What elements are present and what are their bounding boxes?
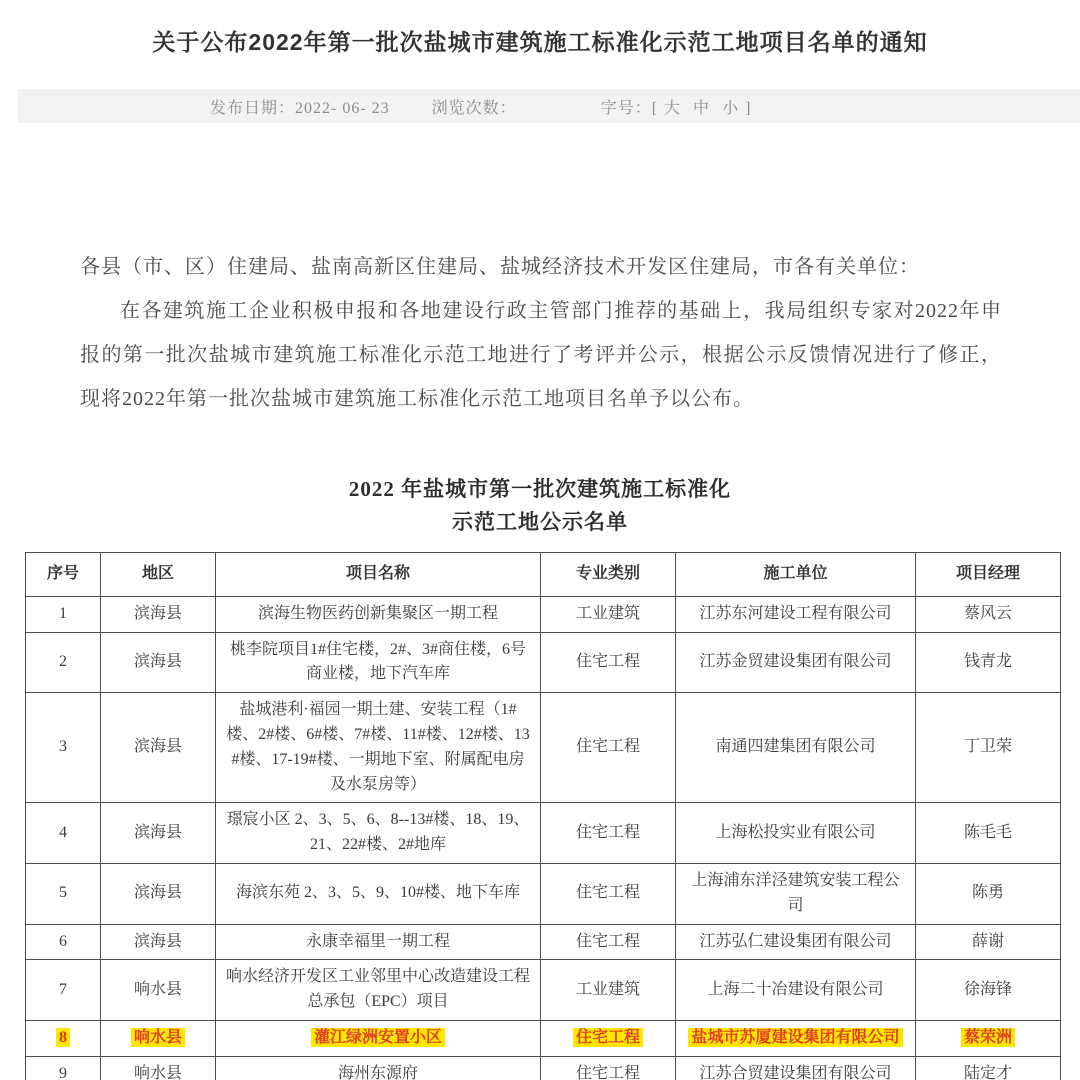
cell-text: 7 xyxy=(59,980,67,998)
table-cell xyxy=(216,632,541,693)
publish-date xyxy=(210,95,390,118)
cell-text: 璟宸小区 2、3、5、6、8--13#楼、18、19、21、22#楼、2#地库 xyxy=(226,811,530,854)
bracket-open: [ xyxy=(651,99,659,117)
project-table xyxy=(25,552,1061,1080)
cell-text: 盐城市苏厦建设集团有限公司 xyxy=(688,1028,902,1047)
table-cell xyxy=(101,632,216,693)
table-cell xyxy=(916,693,1061,803)
table-row xyxy=(26,1021,1061,1057)
cell-text: 住宅工程 xyxy=(575,738,640,756)
table-cell xyxy=(916,1056,1061,1080)
cell-text: 上海浦东洋泾建筑安装工程公司 xyxy=(691,872,900,914)
table-row xyxy=(26,693,1061,803)
cell-text: 2 xyxy=(59,653,67,671)
cell-text: 住宅工程 xyxy=(575,823,640,841)
table-cell xyxy=(216,1056,541,1080)
cell-text: 海州东源府 xyxy=(337,1064,418,1080)
cell-text: 蔡风云 xyxy=(963,604,1012,622)
header-category: 专业类别 xyxy=(541,553,676,597)
table-row xyxy=(26,596,1061,632)
table-cell xyxy=(26,864,101,925)
table-cell xyxy=(676,960,916,1021)
cell-text: 滨海县 xyxy=(133,884,182,902)
cell-text: 工业建筑 xyxy=(575,980,640,998)
font-size-label: 字号： xyxy=(600,99,652,117)
cell-text: 3 xyxy=(59,738,67,756)
cell-text: 丁卫荣 xyxy=(963,738,1012,756)
cell-text: 5 xyxy=(59,884,67,902)
table-cell xyxy=(26,960,101,1021)
cell-text: 陈勇 xyxy=(971,884,1004,902)
table-cell xyxy=(26,632,101,693)
table-title xyxy=(0,473,1080,538)
table-title-line1: 2022 年盐城市第一批次建筑施工标准化 xyxy=(348,477,732,501)
table-cell xyxy=(676,693,916,803)
cell-text: 6 xyxy=(59,932,67,950)
table-cell xyxy=(916,803,1061,864)
table-cell xyxy=(101,864,216,925)
cell-text: 江苏金贸建设集团有限公司 xyxy=(699,653,892,671)
table-row xyxy=(26,924,1061,960)
table-cell xyxy=(26,693,101,803)
table-cell xyxy=(216,1021,541,1057)
cell-text: 海滨东苑 2、3、5、9、10#楼、地下车库 xyxy=(235,884,520,902)
cell-text: 住宅工程 xyxy=(575,653,640,671)
cell-text: 上海松投实业有限公司 xyxy=(715,823,876,841)
table-title-line2: 示范工地公示名单 xyxy=(452,509,628,534)
table-cell xyxy=(216,960,541,1021)
cell-text: 8 xyxy=(56,1028,70,1047)
cell-text: 工业建筑 xyxy=(575,604,640,622)
cell-text: 陆定才 xyxy=(963,1064,1012,1080)
cell-text: 江苏东河建设工程有限公司 xyxy=(699,604,892,622)
table-cell xyxy=(676,632,916,693)
table-cell xyxy=(541,693,676,803)
table-cell xyxy=(541,960,676,1021)
project-table-body xyxy=(26,596,1061,1080)
table-cell xyxy=(101,803,216,864)
table-cell xyxy=(216,803,541,864)
table-cell xyxy=(101,1056,216,1080)
table-cell xyxy=(26,803,101,864)
table-cell xyxy=(216,864,541,925)
salutation-text: 各县（市、区）住建局、盐南高新区住建局、盐城经济技术开发区住建局，市各有关单位： xyxy=(80,256,920,278)
header-project-name: 项目名称 xyxy=(216,553,541,597)
table-cell xyxy=(676,596,916,632)
publish-date-label: 发布日期： xyxy=(210,99,296,117)
cell-text: 徐海锋 xyxy=(963,980,1012,998)
table-cell xyxy=(916,596,1061,632)
table-cell xyxy=(101,596,216,632)
cell-text: 响水县 xyxy=(133,980,182,998)
table-cell xyxy=(541,803,676,864)
table-cell xyxy=(676,864,916,925)
cell-text: 南通四建集团有限公司 xyxy=(715,738,876,756)
cell-text: 薛谢 xyxy=(971,932,1004,950)
cell-text: 江苏合贸建设集团有限公司 xyxy=(699,1064,892,1080)
header-seq: 序号 xyxy=(26,553,101,597)
bracket-close: ] xyxy=(745,99,752,117)
table-row xyxy=(26,864,1061,925)
table-cell xyxy=(916,864,1061,925)
table-cell xyxy=(676,1056,916,1080)
table-cell xyxy=(916,1021,1061,1057)
font-size-small-button[interactable]: 小 xyxy=(722,99,740,117)
header-project-manager: 项目经理 xyxy=(916,553,1061,597)
table-cell xyxy=(676,803,916,864)
table-cell xyxy=(216,596,541,632)
table-cell xyxy=(676,924,916,960)
table-cell xyxy=(101,924,216,960)
header-construction-unit: 施工单位 xyxy=(676,553,916,597)
font-size-large-button[interactable]: 大 xyxy=(664,99,682,117)
cell-text: 上海二十冶建设有限公司 xyxy=(707,980,884,998)
table-cell xyxy=(216,924,541,960)
table-cell xyxy=(101,1021,216,1057)
cell-text: 江苏弘仁建设集团有限公司 xyxy=(699,932,892,950)
table-cell xyxy=(26,1056,101,1080)
cell-text: 响水县 xyxy=(133,1064,182,1080)
cell-text: 滨海县 xyxy=(133,653,182,671)
table-cell xyxy=(541,596,676,632)
table-cell xyxy=(541,864,676,925)
meta-strip xyxy=(18,89,1080,123)
table-cell xyxy=(26,596,101,632)
body-paragraph: 在各建筑施工企业积极申报和各地建设行政主管部门推荐的基础上，我局组织专家对2022年申报的第一批次盐城市建筑施工标准化示范工地进行了考评并公示，根据公示反馈情况进行了修正，现将2022年第一批次盐城市建筑施工标准化示范工地项目名单予以公布。 xyxy=(80,300,1002,410)
table-cell xyxy=(541,924,676,960)
cell-text: 滨海县 xyxy=(133,932,182,950)
table-row xyxy=(26,1056,1061,1080)
cell-text: 永康幸福里一期工程 xyxy=(305,932,450,950)
view-count-label: 浏览次数： xyxy=(431,99,517,117)
font-size-medium-button[interactable]: 中 xyxy=(693,99,711,117)
table-cell xyxy=(26,924,101,960)
cell-text: 住宅工程 xyxy=(573,1028,643,1047)
document-body xyxy=(80,245,1002,421)
publish-date-value: 2022- 06- 23 xyxy=(295,99,390,117)
table-header-row xyxy=(26,553,1061,597)
cell-text: 9 xyxy=(59,1064,67,1080)
cell-text: 1 xyxy=(59,604,67,622)
table-cell xyxy=(676,1021,916,1057)
table-cell xyxy=(101,960,216,1021)
cell-text: 住宅工程 xyxy=(575,884,640,902)
cell-text: 滨海县 xyxy=(133,738,182,756)
table-row xyxy=(26,803,1061,864)
table-cell xyxy=(541,632,676,693)
table-cell xyxy=(916,960,1061,1021)
cell-text: 钱青龙 xyxy=(963,653,1012,671)
cell-text: 滨海县 xyxy=(133,823,182,841)
cell-text: 滨海县 xyxy=(133,604,182,622)
cell-text: 住宅工程 xyxy=(575,932,640,950)
table-cell xyxy=(916,632,1061,693)
table-row xyxy=(26,960,1061,1021)
cell-text: 陈毛毛 xyxy=(963,823,1012,841)
table-row xyxy=(26,632,1061,693)
table-cell xyxy=(26,1021,101,1057)
table-cell xyxy=(216,693,541,803)
cell-text: 滨海生物医药创新集聚区一期工程 xyxy=(257,604,498,622)
cell-text: 响水经济开发区工业邻里中心改造建设工程总承包（EPC）项目 xyxy=(225,968,530,1011)
table-cell xyxy=(101,693,216,803)
cell-text: 桃李院项目1#住宅楼，2#、3#商住楼，6号商业楼，地下汽车库 xyxy=(229,640,526,683)
page-title: 关于公布2022年第一批次盐城市建筑施工标准化示范工地项目名单的通知 xyxy=(152,29,928,55)
cell-text: 灌江绿洲安置小区 xyxy=(311,1028,445,1047)
cell-text: 盐城港利·福园一期土建、安装工程（1#楼、2#楼、6#楼、7#楼、11#楼、12#楼、13#楼、17-19#楼、一期地下室、附属配电房及水泵房等） xyxy=(226,701,530,793)
table-cell xyxy=(916,924,1061,960)
cell-text: 响水县 xyxy=(131,1028,185,1047)
table-cell xyxy=(541,1021,676,1057)
font-size-control xyxy=(601,95,752,118)
cell-text: 4 xyxy=(59,823,67,841)
cell-text: 住宅工程 xyxy=(575,1064,640,1080)
header-area: 地区 xyxy=(101,553,216,597)
cell-text: 蔡荣洲 xyxy=(961,1028,1015,1047)
table-cell xyxy=(541,1056,676,1080)
